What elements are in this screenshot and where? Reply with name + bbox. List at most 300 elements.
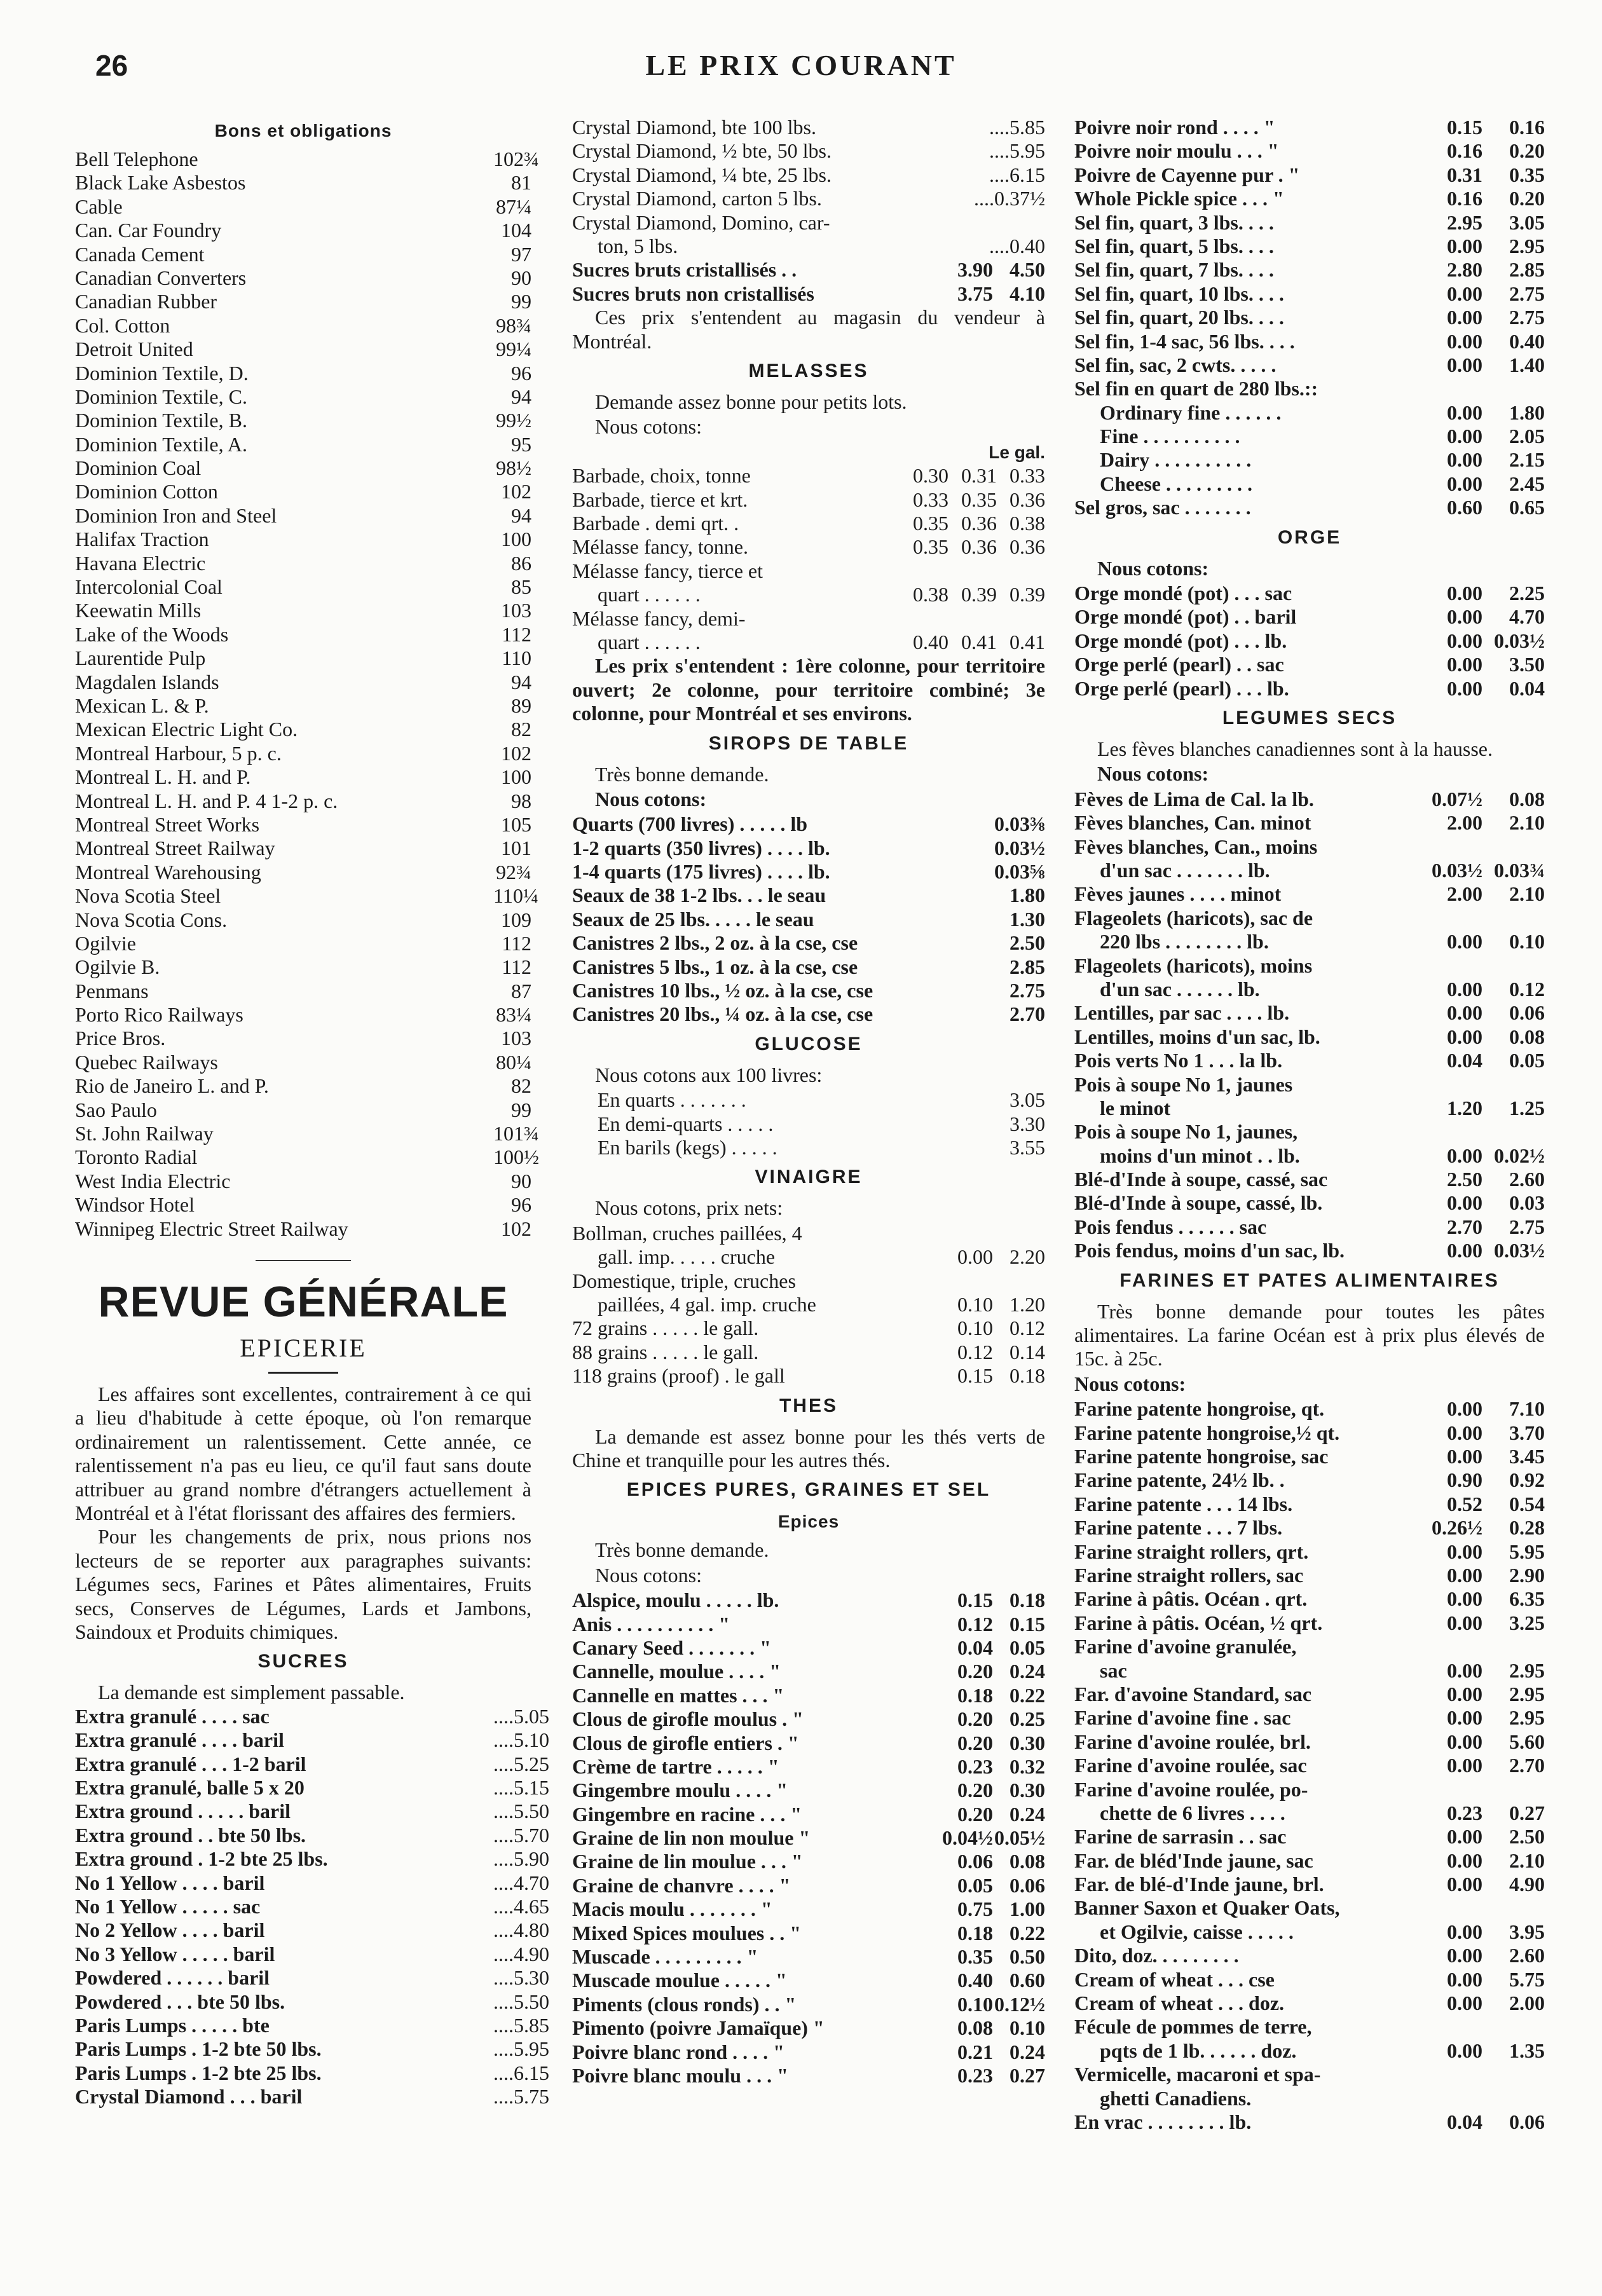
item-name: Detroit United xyxy=(75,338,193,361)
item-price: 2.75 xyxy=(1509,306,1545,329)
item-name: Dominion Coal xyxy=(75,456,202,480)
item-name: Farine à pâtis. Océan . qrt. xyxy=(1074,1587,1308,1611)
item-price: 4.10 xyxy=(1010,282,1045,305)
item-price: 0.20 xyxy=(957,1660,993,1683)
item-name: Pois à soupe No 1, jaunes, xyxy=(1074,1120,1298,1144)
item-name: Toronto Radial xyxy=(75,1145,198,1169)
item-price: 2.95 xyxy=(1509,1682,1545,1705)
item-price: 0.18 xyxy=(957,1921,993,1944)
item-name: 118 grains (proof) . le gall xyxy=(572,1364,785,1388)
item-name: Canadian Converters xyxy=(75,266,247,289)
price-row xyxy=(1074,187,1545,210)
item-price: 0.35 xyxy=(957,1945,993,1969)
item-price: ....4.90 xyxy=(493,1942,549,1965)
item-price: 0.24 xyxy=(1010,1802,1045,1826)
item-price: ....5.85 xyxy=(989,116,1045,139)
sucres-list xyxy=(75,1704,549,2109)
price-row xyxy=(75,742,531,765)
price-row xyxy=(75,718,531,741)
price-row xyxy=(572,2040,1045,2064)
item-price: 80¼ xyxy=(496,1050,531,1074)
price-row xyxy=(75,1800,549,1823)
item-name: Ordinary fine . . . . . . xyxy=(1100,400,1282,424)
price-row xyxy=(1074,1397,1545,1421)
price-row xyxy=(75,552,531,575)
item-price: 0.00 xyxy=(1447,306,1482,329)
item-name: Barbade, tierce et krt. xyxy=(572,488,748,511)
item-name: Gingembre en racine . . . " xyxy=(572,1802,802,1826)
price-row xyxy=(1074,906,1545,930)
item-price: 0.00 xyxy=(1447,1920,1482,1943)
item-price: 0.15 xyxy=(1447,116,1482,139)
price-row xyxy=(75,243,531,266)
item-price: 0.00 xyxy=(1447,1563,1482,1587)
item-price: ....5.30 xyxy=(493,1966,549,1990)
item-price: 0.00 xyxy=(1447,234,1482,257)
price-row xyxy=(75,789,531,813)
price-row xyxy=(75,1098,531,1122)
price-row xyxy=(75,362,531,385)
item-price: 0.00 xyxy=(1447,1848,1482,1872)
price-row xyxy=(572,1316,1045,1340)
item-name: Barbade . demi qrt. . xyxy=(572,511,739,535)
item-name: 72 grains . . . . . le gall. xyxy=(572,1316,759,1340)
item-name: Orge mondé (pot) . . . sac xyxy=(1074,582,1292,605)
item-price: ....5.50 xyxy=(493,1800,549,1823)
item-name: Canistres 5 lbs., 1 oz. à la cse, cse xyxy=(572,955,858,978)
epices-heading: EPICES PURES, GRAINES ET SEL xyxy=(626,1479,991,1501)
item-name: Fèves de Lima de Cal. la lb. xyxy=(1074,787,1314,810)
item-price: ....5.70 xyxy=(493,1823,549,1847)
item-price: 0.40 xyxy=(1509,329,1545,353)
item-name: Intercolonial Coal xyxy=(75,575,222,599)
price-row xyxy=(1074,116,1545,139)
item-price: 0.20 xyxy=(957,1779,993,1802)
item-price: 0.36 xyxy=(961,535,997,559)
item-price: 0.60 xyxy=(1010,1969,1045,1992)
item-name-continued: d'un sac . . . . . . . lb. xyxy=(1100,858,1270,882)
item-price: 0.75 xyxy=(957,1897,993,1921)
farines-list xyxy=(1074,1397,1545,2134)
price-row xyxy=(1074,2110,1545,2134)
item-name: Farine d'avoine fine . sac xyxy=(1074,1706,1291,1730)
price-row xyxy=(75,219,531,242)
item-price: 90 xyxy=(511,1169,531,1192)
melasses-note-2: Les prix s'entendent : 1ère colonne, pour territoire ouvert; 2e colonne, pour territoire combiné; 3e colonne, pour Montréal et ses environs. xyxy=(572,654,1045,725)
price-row xyxy=(1074,1144,1545,1168)
item-price: 98¾ xyxy=(496,313,531,337)
item-name: Poivre de Cayenne pur . " xyxy=(1074,163,1300,186)
legumes-cotons: Nous cotons: xyxy=(1097,762,1209,786)
item-price: 0.00 xyxy=(1447,1967,1482,1991)
price-row xyxy=(572,1945,1045,1969)
item-price: 0.20 xyxy=(957,1707,993,1731)
item-price: 96 xyxy=(511,361,531,385)
item-price: 0.00 xyxy=(1447,1706,1482,1730)
item-price: 0.31 xyxy=(961,464,997,488)
item-name: Paris Lumps . . . . . bte xyxy=(75,2013,270,2037)
item-price: 89 xyxy=(511,694,531,717)
item-name: Montreal L. H. and P. xyxy=(75,765,251,789)
item-price: 0.22 xyxy=(1010,1683,1045,1707)
item-price: 0.02½ xyxy=(1494,1144,1545,1167)
item-price: 2.85 xyxy=(1509,258,1545,282)
item-price: 87 xyxy=(511,979,531,1002)
item-name: West India Electric xyxy=(75,1169,231,1192)
price-row xyxy=(75,599,531,622)
item-price: 0.30 xyxy=(913,464,948,488)
item-name-continued: ghetti Canadiens. xyxy=(1100,2086,1252,2110)
item-price: 110¼ xyxy=(493,884,538,908)
price-row xyxy=(1074,258,1545,282)
item-price: 0.00 xyxy=(1447,472,1482,495)
item-name: Farine straight rollers, qrt. xyxy=(1074,1540,1309,1563)
item-price: 86 xyxy=(511,551,531,575)
item-name: Macis moulu . . . . . . . " xyxy=(572,1897,772,1921)
item-price: ....5.15 xyxy=(493,1776,549,1800)
item-name: Cannelle, moulue . . . . " xyxy=(572,1660,781,1683)
item-price: 0.23 xyxy=(1447,1801,1482,1824)
item-name: Canada Cement xyxy=(75,242,205,266)
item-price: 0.00 xyxy=(1447,1873,1482,1896)
vinaigre-list xyxy=(572,1316,1045,1388)
price-row xyxy=(1074,1659,1545,1683)
item-name: Crystal Diamond, bte 100 lbs. xyxy=(572,116,816,139)
item-name: Lentilles, moins d'un sac, lb. xyxy=(1074,1025,1320,1048)
item-price: 3.70 xyxy=(1509,1421,1545,1444)
item-name: Cable xyxy=(75,195,123,218)
price-row xyxy=(75,1027,531,1050)
item-price: 2.85 xyxy=(1010,955,1045,978)
price-row xyxy=(1074,282,1545,306)
item-price: 0.00 xyxy=(1447,1540,1482,1563)
item-name: Graine de lin non moulue " xyxy=(572,1826,811,1850)
item-price: 0.00 xyxy=(1447,977,1482,1001)
price-row xyxy=(75,1217,531,1241)
item-price: 101 xyxy=(501,837,531,860)
item-name: 1-4 quarts (175 livres) . . . . lb. xyxy=(572,860,830,884)
item-name: Lake of the Woods xyxy=(75,622,229,646)
item-price: 0.08 xyxy=(957,2016,993,2040)
sirops-note: Très bonne demande. xyxy=(595,762,769,786)
item-name: Sao Paulo xyxy=(75,1098,157,1121)
item-price: 0.92 xyxy=(1509,1468,1545,1492)
item-name: En vrac . . . . . . . . lb. xyxy=(1074,2110,1252,2133)
item-name: Laurentide Pulp xyxy=(75,646,206,670)
price-row xyxy=(1074,1025,1545,1049)
item-price: 97 xyxy=(511,242,531,266)
price-row: ton, 5 lbs. ....0.40 xyxy=(598,234,1045,257)
item-price: 0.25 xyxy=(1010,1707,1045,1731)
price-row xyxy=(572,187,1045,210)
item-price: 0.10 xyxy=(957,1316,993,1340)
price-row xyxy=(1074,1801,1545,1825)
item-price: 4.50 xyxy=(1010,258,1045,282)
item-name: Dominion Textile, D. xyxy=(75,361,249,385)
item-price: 0.35 xyxy=(913,535,948,559)
item-price: 0.00 xyxy=(1447,1001,1482,1025)
item-price: 0.23 xyxy=(957,1754,993,1778)
item-name: Montreal Harbour, 5 p. c. xyxy=(75,741,282,765)
item-price: 112 xyxy=(502,955,531,979)
item-name: Fèves blanches, Can. minot xyxy=(1074,811,1311,835)
revue-intro: Les affaires sont excellentes, contrairement à ce qui a lieu d'habitude à cette époque, où l'on remarque ordinairement un ralentissement. Cette année, ce ralentissement n'a pas eu lieu, ce qu'il faut sans doute attribuer au grand nombre d'étrangers actuellement à Montréal et à l'état florissant des affaires des fermiers. xyxy=(75,1382,531,1524)
price-row xyxy=(75,1728,549,1752)
price-row xyxy=(75,171,531,195)
item-price: 5.95 xyxy=(1509,1540,1545,1563)
item-price: 0.00 xyxy=(1447,2039,1482,2062)
price-row: Mélasse fancy, demi- xyxy=(572,606,746,630)
price-row xyxy=(1074,788,1545,811)
price-row xyxy=(1074,653,1545,676)
item-price: 0.36 xyxy=(961,511,997,535)
item-name: Lentilles, par sac . . . . lb. xyxy=(1074,1001,1290,1025)
item-price: 112 xyxy=(502,622,531,646)
item-price: 98½ xyxy=(496,456,531,480)
price-row xyxy=(1074,1920,1545,1944)
item-price: 4.90 xyxy=(1509,1873,1545,1896)
item-price: ....5.25 xyxy=(493,1752,549,1775)
item-price: 0.52 xyxy=(1447,1492,1482,1515)
item-name: Farine patente hongroise, qt. xyxy=(1074,1397,1325,1421)
item-name: Quarts (700 livres) . . . . . lb xyxy=(572,812,808,836)
price-row xyxy=(1074,978,1545,1001)
price-row xyxy=(572,1341,1045,1364)
item-price: 0.03½ xyxy=(994,836,1045,859)
item-price: 0.38 xyxy=(1010,511,1045,535)
item-name: St. John Railway xyxy=(75,1122,214,1145)
item-price: 2.70 xyxy=(1447,1215,1482,1238)
item-price: 94 xyxy=(511,385,531,408)
item-price: 2.95 xyxy=(1447,210,1482,234)
price-row xyxy=(75,1847,549,1871)
item-price: 1.80 xyxy=(1010,884,1045,907)
price-row: Domestique, triple, cruches xyxy=(572,1269,796,1292)
item-price: 0.00 xyxy=(1447,1611,1482,1634)
item-price: 100 xyxy=(501,765,531,789)
item-name: Pimento (poivre Jamaïque) " xyxy=(572,2016,825,2040)
item-name: Magdalen Islands xyxy=(75,670,219,694)
item-name: Sel fin, sac, 2 cwts. . . . . xyxy=(1074,353,1277,376)
item-price: 0.00 xyxy=(1447,653,1482,676)
item-name: Poivre noir moulu . . . " xyxy=(1074,139,1279,163)
item-price: 102¾ xyxy=(493,147,539,170)
price-row xyxy=(572,1088,1045,1112)
item-price: 0.35 xyxy=(913,511,948,535)
legumes-heading: LEGUMES SECS xyxy=(1222,707,1397,728)
item-price: 0.20 xyxy=(1509,187,1545,210)
price-row xyxy=(572,2064,1045,2088)
item-name: Mixed Spices moulues . . " xyxy=(572,1921,801,1944)
item-name: Farine d'avoine roulée, brl. xyxy=(1074,1730,1311,1753)
price-row xyxy=(572,1112,1045,1136)
price-row xyxy=(1074,1421,1545,1445)
item-name: Farine patente . . . 7 lbs. xyxy=(1074,1516,1283,1540)
price-row xyxy=(572,1002,1045,1026)
item-price: 83¼ xyxy=(496,1003,531,1027)
item-name: Graine de chanvre . . . . " xyxy=(572,1873,791,1897)
item-price: 0.00 xyxy=(1447,1682,1482,1705)
item-name: Price Bros. xyxy=(75,1027,166,1050)
revue-subtitle: EPICERIE xyxy=(240,1333,367,1362)
price-row xyxy=(75,1704,549,1728)
item-price: 2.60 xyxy=(1509,1168,1545,1191)
item-name: Mélasse fancy, tonne. xyxy=(572,535,748,559)
price-row xyxy=(75,1990,549,2014)
item-price: 0.26½ xyxy=(1432,1516,1482,1540)
item-name: No 1 Yellow . . . . baril xyxy=(75,1871,265,1894)
item-price: 0.22 xyxy=(1010,1921,1045,1944)
price-row xyxy=(1074,1992,1545,2015)
price-row xyxy=(75,884,538,908)
price-row: Sel fin en quart de 280 lbs.:: xyxy=(1074,377,1318,400)
item-price: 7.10 xyxy=(1509,1397,1545,1421)
item-price: ....4.80 xyxy=(493,1918,549,1942)
item-price: 1.20 xyxy=(1447,1096,1482,1119)
item-price: 0.05 xyxy=(1509,1049,1545,1072)
item-price: 0.35 xyxy=(961,488,997,511)
farines-cotons: Nous cotons: xyxy=(1074,1372,1186,1395)
item-price: 0.03½ xyxy=(1494,629,1545,652)
item-name: Extra ground . . bte 50 lbs. xyxy=(75,1823,306,1847)
item-name: Blé-d'Inde à soupe, cassé, sac xyxy=(1074,1168,1328,1191)
price-row xyxy=(572,1684,1045,1707)
item-name: Sucres bruts non cristallisés xyxy=(572,282,814,305)
item-price: 0.06 xyxy=(1509,2110,1545,2133)
price-row xyxy=(75,2013,549,2037)
item-name: Pois verts No 1 . . . la lb. xyxy=(1074,1049,1283,1072)
item-price: 3.25 xyxy=(1509,1611,1545,1634)
price-row xyxy=(75,1966,549,1990)
item-name: Far. de bléd'Inde jaune, sac xyxy=(1074,1848,1313,1872)
item-price: 0.30 xyxy=(1010,1779,1045,1802)
item-name: Winnipeg Electric Street Railway xyxy=(75,1217,348,1240)
item-price: 2.95 xyxy=(1509,1658,1545,1682)
item-name: Bell Telephone xyxy=(75,147,198,170)
item-price: 0.21 xyxy=(957,2040,993,2063)
item-name: Pois à soupe No 1, jaunes xyxy=(1074,1072,1293,1096)
price-row xyxy=(75,765,531,789)
price-row xyxy=(572,1707,1045,1731)
item-price: 2.05 xyxy=(1509,425,1545,448)
item-name: Clous de girofle moulus . " xyxy=(572,1707,804,1731)
item-price: 6.35 xyxy=(1509,1587,1545,1611)
item-name: Seaux de 25 lbs. . . . . le seau xyxy=(572,907,814,931)
price-row xyxy=(75,1918,549,1942)
journal-title: LE PRIX COURANT xyxy=(645,49,957,81)
item-name-continued: d'un sac . . . . . . lb. xyxy=(1100,977,1260,1001)
item-price: 100 xyxy=(501,528,531,551)
item-name: Graine de lin moulue . . . " xyxy=(572,1850,803,1873)
orge-list xyxy=(1074,582,1545,700)
price-row xyxy=(1074,448,1545,472)
bonds-heading: Bons et obligations xyxy=(214,121,392,140)
item-name: En barils (kegs) . . . . . xyxy=(598,1136,777,1159)
price-row xyxy=(1074,1168,1545,1191)
glucose-list xyxy=(572,1088,1045,1159)
price-row xyxy=(1074,629,1545,653)
price-row xyxy=(1074,1896,1545,1920)
price-row xyxy=(75,409,531,432)
item-price: 0.00 xyxy=(1447,629,1482,652)
item-name: Nova Scotia Steel xyxy=(75,884,221,908)
item-price: 0.10 xyxy=(1509,930,1545,953)
sirops-cotons: Nous cotons: xyxy=(595,787,707,810)
item-name: Extra granulé . . . . baril xyxy=(75,1728,284,1752)
item-price: 0.31 xyxy=(1447,163,1482,186)
price-row xyxy=(1074,1097,1545,1120)
vinaigre-note: Nous cotons, prix nets: xyxy=(595,1196,783,1220)
item-price: 0.00 xyxy=(1447,329,1482,353)
price-row xyxy=(1074,211,1545,235)
price-row xyxy=(572,116,1045,139)
price-row xyxy=(1074,1073,1545,1097)
item-price: 2.60 xyxy=(1509,1944,1545,1967)
item-price: 0.28 xyxy=(1509,1516,1545,1540)
item-name: Dairy . . . . . . . . . . xyxy=(1100,448,1252,472)
orge-cotons: Nous cotons: xyxy=(1097,556,1209,580)
item-price: 2.00 xyxy=(1447,811,1482,835)
price-row xyxy=(1074,353,1545,377)
item-price: 95 xyxy=(511,432,531,456)
item-price: 0.16 xyxy=(1509,116,1545,139)
price-row xyxy=(572,1826,1045,1850)
item-price: 0.05½ xyxy=(994,1826,1045,1850)
price-row xyxy=(75,955,531,979)
item-price: 103 xyxy=(501,1027,531,1050)
item-name: Poivre noir rond . . . . " xyxy=(1074,116,1275,139)
item-name: Sel fin, 1-4 sac, 56 lbs. . . . xyxy=(1074,329,1295,353)
price-row xyxy=(75,266,531,290)
item-price: 0.18 xyxy=(1010,1364,1045,1388)
item-name: Nova Scotia Cons. xyxy=(75,908,228,931)
item-price: 0.05 xyxy=(957,1873,993,1897)
item-name: Orge mondé (pot) . . . lb. xyxy=(1074,629,1287,652)
item-price: 3.55 xyxy=(1010,1136,1045,1159)
price-row xyxy=(1074,2087,1545,2110)
glucose-heading: GLUCOSE xyxy=(755,1033,863,1055)
item-name: Flageolets (haricots), moins xyxy=(1074,953,1313,977)
price-row xyxy=(75,290,531,313)
thes-heading: THES xyxy=(779,1395,838,1416)
price-row xyxy=(572,812,1045,836)
sucres-list-continued xyxy=(572,116,1045,211)
price-row xyxy=(572,2016,1045,2040)
item-price: 0.08 xyxy=(1509,1025,1545,1048)
price-row xyxy=(1074,1778,1545,1801)
price-row xyxy=(1074,1540,1545,1564)
price-row xyxy=(1074,930,1545,953)
item-price: 1.25 xyxy=(1509,1096,1545,1119)
price-row xyxy=(1074,811,1545,835)
bonds-list xyxy=(75,147,539,1241)
item-price: 0.00 xyxy=(1447,1754,1482,1777)
item-name: Far. d'avoine Standard, sac xyxy=(1074,1682,1312,1705)
item-price: 1.80 xyxy=(1509,400,1545,424)
item-price: 0.33 xyxy=(1010,464,1045,488)
price-row xyxy=(75,385,531,409)
price-row xyxy=(1074,1825,1545,1848)
price-row xyxy=(1074,1191,1545,1215)
item-price: 2.80 xyxy=(1447,258,1482,282)
price-row xyxy=(75,1871,549,1895)
glucose-note: Nous cotons aux 100 livres: xyxy=(595,1063,823,1086)
item-name: Cannelle en mattes . . . " xyxy=(572,1683,784,1707)
item-price: 96 xyxy=(511,1193,531,1217)
item-name: Mexican Electric Light Co. xyxy=(75,718,298,741)
item-price: 2.45 xyxy=(1509,472,1545,495)
price-row xyxy=(75,528,531,551)
